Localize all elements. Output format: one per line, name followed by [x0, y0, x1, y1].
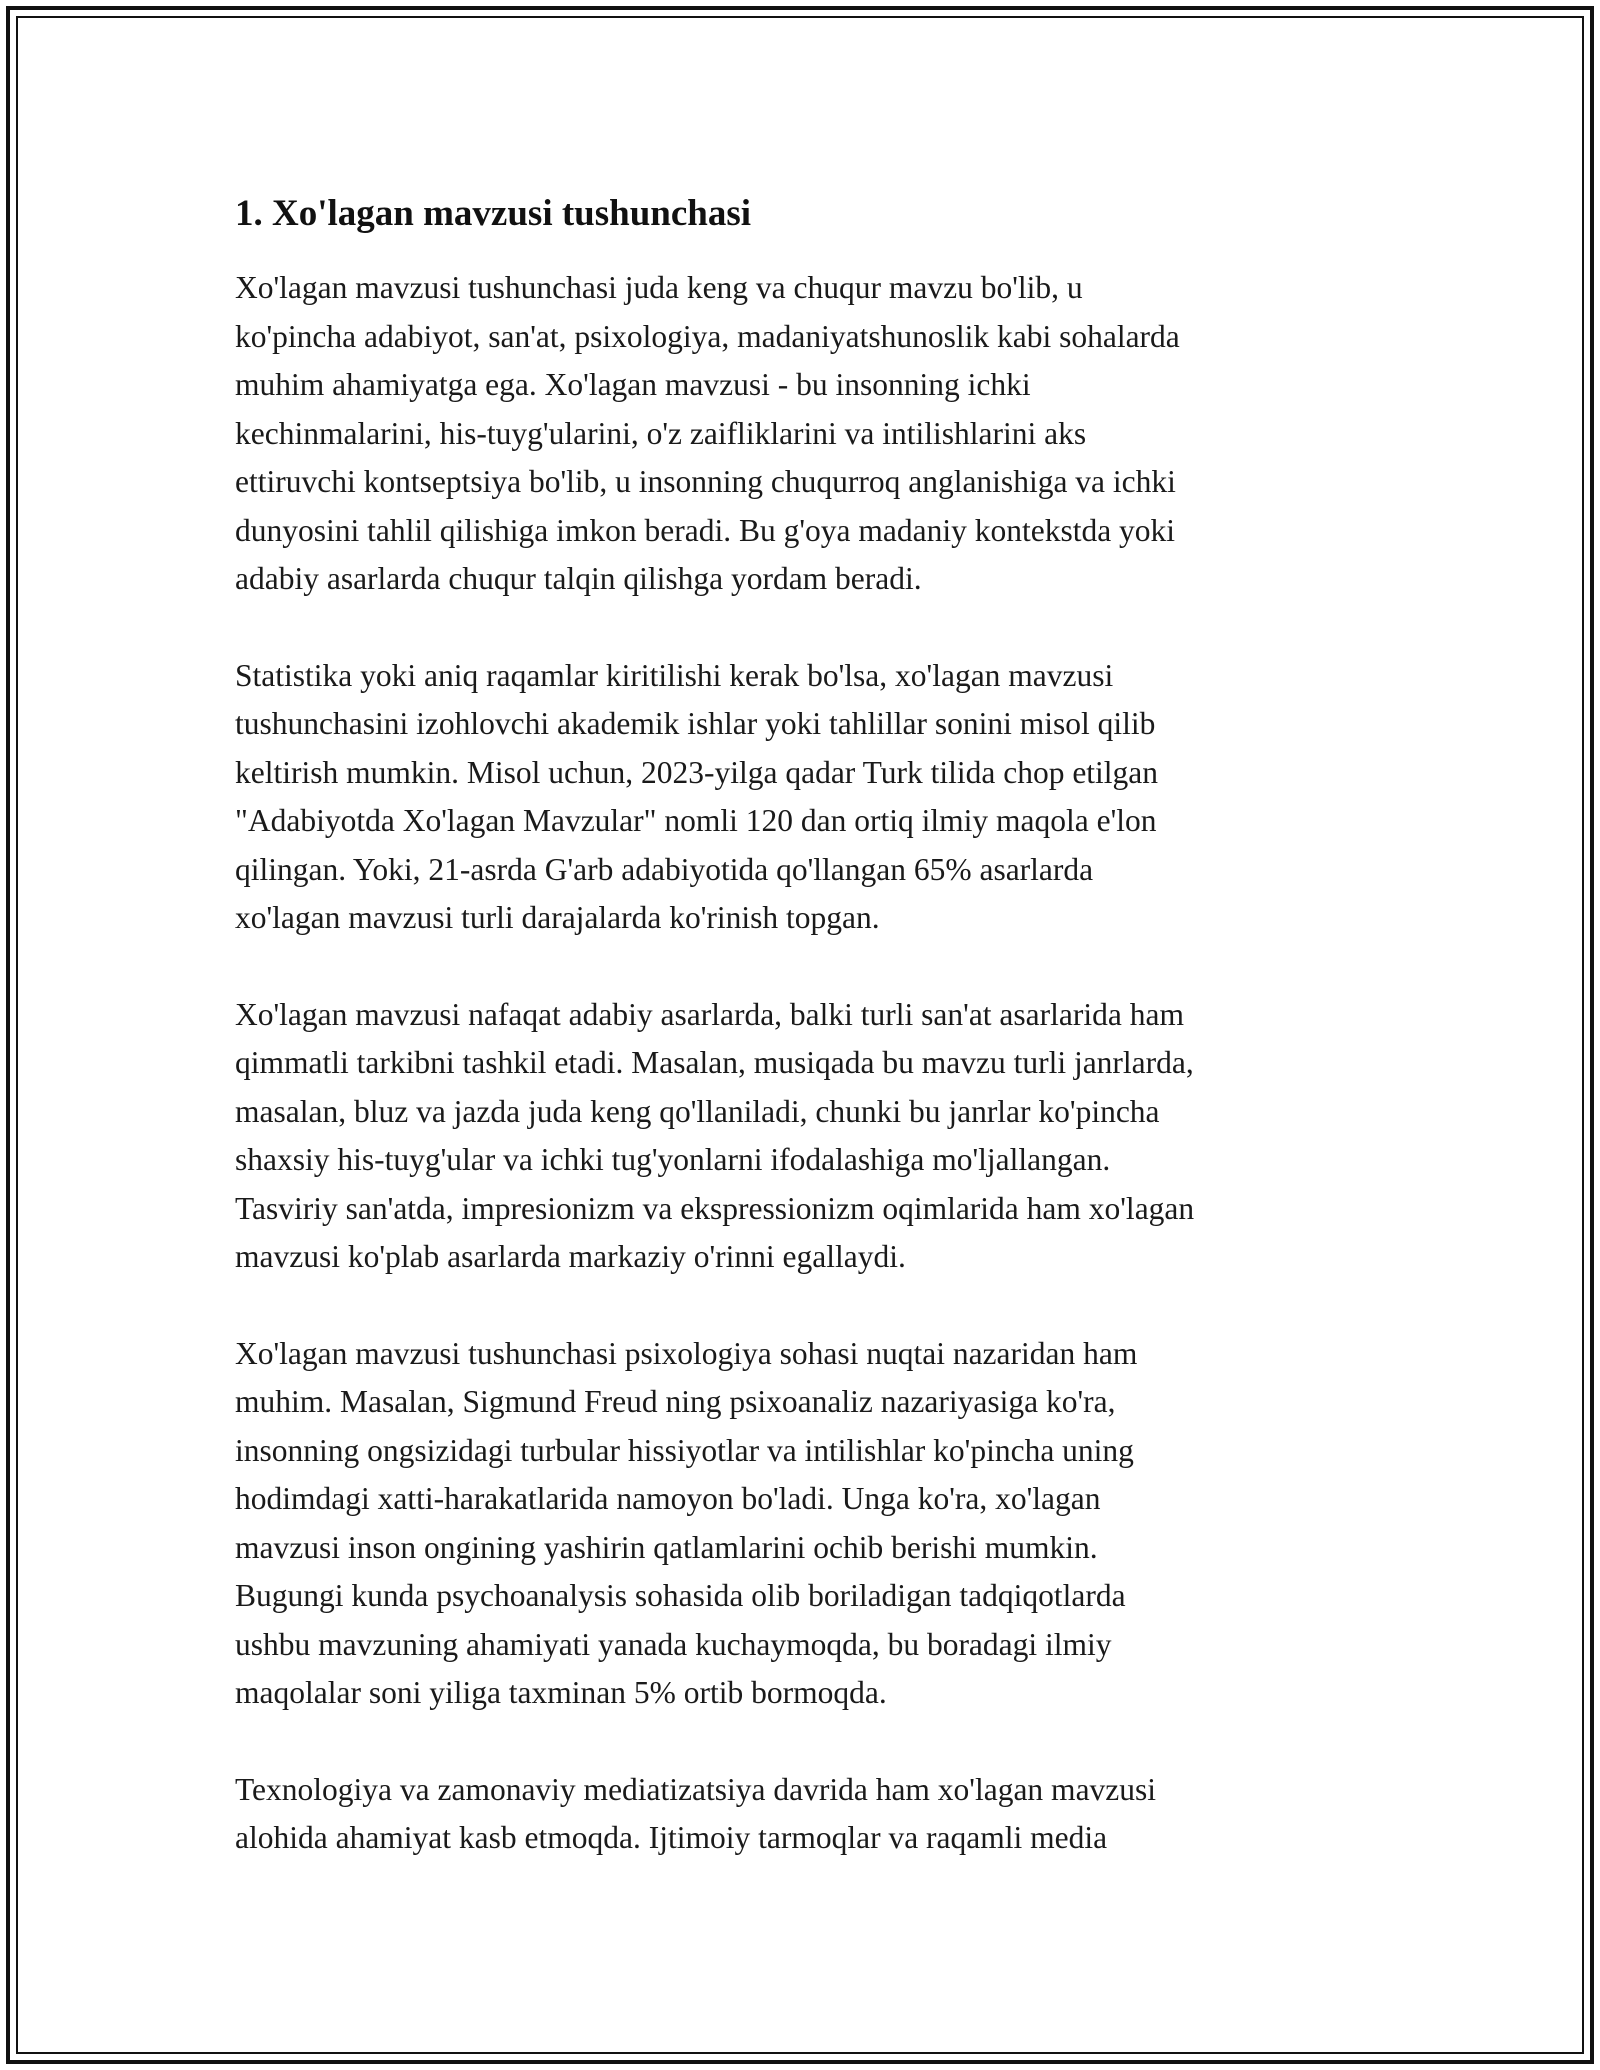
paragraph-line: Bugungi kunda psychoanalysis sohasida olib boriladigan tadqiqotlarda — [235, 1578, 1126, 1613]
paragraph-line: kechinmalarini, his-tuyg'ularini, o'z zaifliklarini va intilishlarini aks — [235, 415, 1087, 451]
paragraph-line: dunyosini tahlil qilishiga imkon beradi. Bu g'oya madaniy kontekstda yoki — [235, 512, 1176, 548]
paragraph-line: Xo'lagan mavzusi nafaqat adabiy asarlarda, balki turli san'at asarlarida ham — [235, 996, 1184, 1032]
paragraph-line: mavzusi inson ongining yashirin qatlamlarini ochib berishi mumkin. — [235, 1529, 1098, 1565]
paragraph-line: muhim ahamiyatga ega. Xo'lagan mavzusi - bu insonning ichki — [235, 367, 1031, 402]
paragraph — [235, 1330, 1365, 1718]
paragraph-line: ushbu mavzuning ahamiyati yanada kuchaymoqda, bu boradagi ilmiy — [235, 1626, 1112, 1662]
paragraph-line: xo'lagan mavzusi turli darajalarda ko'rinish topgan. — [235, 900, 880, 935]
paragraph-line: Tasviriy san'atda, impresionizm va ekspressionizm oqimlarida ham xo'lagan — [235, 1190, 1195, 1226]
paragraph-line: adabiy asarlarda chuqur talqin qilishga yordam beradi. — [235, 561, 922, 596]
paragraph-line: shaxsiy his-tuyg'ular va ichki tug'yonlarni ifodalashiga mo'ljallangan. — [235, 1142, 1111, 1177]
paragraph-line: ettiruvchi kontseptsiya bo'lib, u insonning chuqurroq anglanishiga va ichki — [235, 464, 1176, 499]
paragraph — [235, 264, 1365, 604]
paragraph-line: Xo'lagan mavzusi tushunchasi juda keng va chuqur mavzu bo'lib, u — [235, 270, 1083, 305]
paragraph — [235, 991, 1365, 1282]
paragraph-line: keltirish mumkin. Misol uchun, 2023-yilga qadar Turk tilida chop etilgan — [235, 754, 1159, 790]
paragraph-line: qilingan. Yoki, 21-asrda G'arb adabiyotida qo'llangan 65% asarlarda — [235, 851, 1094, 887]
paragraph-line: muhim. Masalan, Sigmund Freud ning psixoanaliz nazariyasiga ko'ra, — [235, 1384, 1116, 1419]
paragraph-line: Xo'lagan mavzusi tushunchasi psixologiya sohasi nuqtai nazaridan ham — [235, 1335, 1138, 1371]
paragraph-line: alohida ahamiyat kasb etmoqda. Ijtimoiy tarmoqlar va raqamli media — [235, 1820, 1108, 1855]
paragraph-line: Texnologiya va zamonaviy mediatizatsiya davrida ham xo'lagan mavzusi — [235, 1771, 1157, 1807]
paragraph-line: maqolalar soni yiliga taxminan 5% ortib bormoqda. — [235, 1675, 887, 1710]
paragraph-line: "Adabiyotda Xo'lagan Mavzular" nomli 120 dan ortiq ilmiy maqola e'lon — [235, 803, 1157, 838]
document-body — [235, 188, 1365, 1911]
paragraph — [235, 652, 1365, 943]
paragraph-container — [235, 264, 1365, 1863]
section-heading: 1. Xo'lagan mavzusi tushunchasi — [235, 193, 752, 234]
paragraph-line: hodimdagi xatti-harakatlarida namoyon bo'ladi. Unga ko'ra, xo'lagan — [235, 1481, 1101, 1516]
paragraph-line: tushunchasini izohlovchi akademik ishlar yoki tahlillar sonini misol qilib — [235, 706, 1156, 741]
paragraph-line: ko'pincha adabiyot, san'at, psixologiya, madaniyatshunoslik kabi sohalarda — [235, 318, 1180, 354]
paragraph-line: mavzusi ko'plab asarlarda markaziy o'rinni egallaydi. — [235, 1239, 906, 1274]
paragraph-line: masalan, bluz va jazda juda keng qo'llaniladi, chunki bu janrlar ko'pincha — [235, 1093, 1160, 1129]
paragraph-line: insonning ongsizidagi turbular hissiyotlar va intilishlar ko'pincha uning — [235, 1432, 1134, 1468]
paragraph — [235, 1766, 1365, 1863]
paragraph-line: Statistika yoki aniq raqamlar kiritilishi kerak bo'lsa, xo'lagan mavzusi — [235, 657, 1114, 693]
paragraph-line: qimmatli tarkibni tashkil etadi. Masalan, musiqada bu mavzu turli janrlarda, — [235, 1045, 1194, 1080]
